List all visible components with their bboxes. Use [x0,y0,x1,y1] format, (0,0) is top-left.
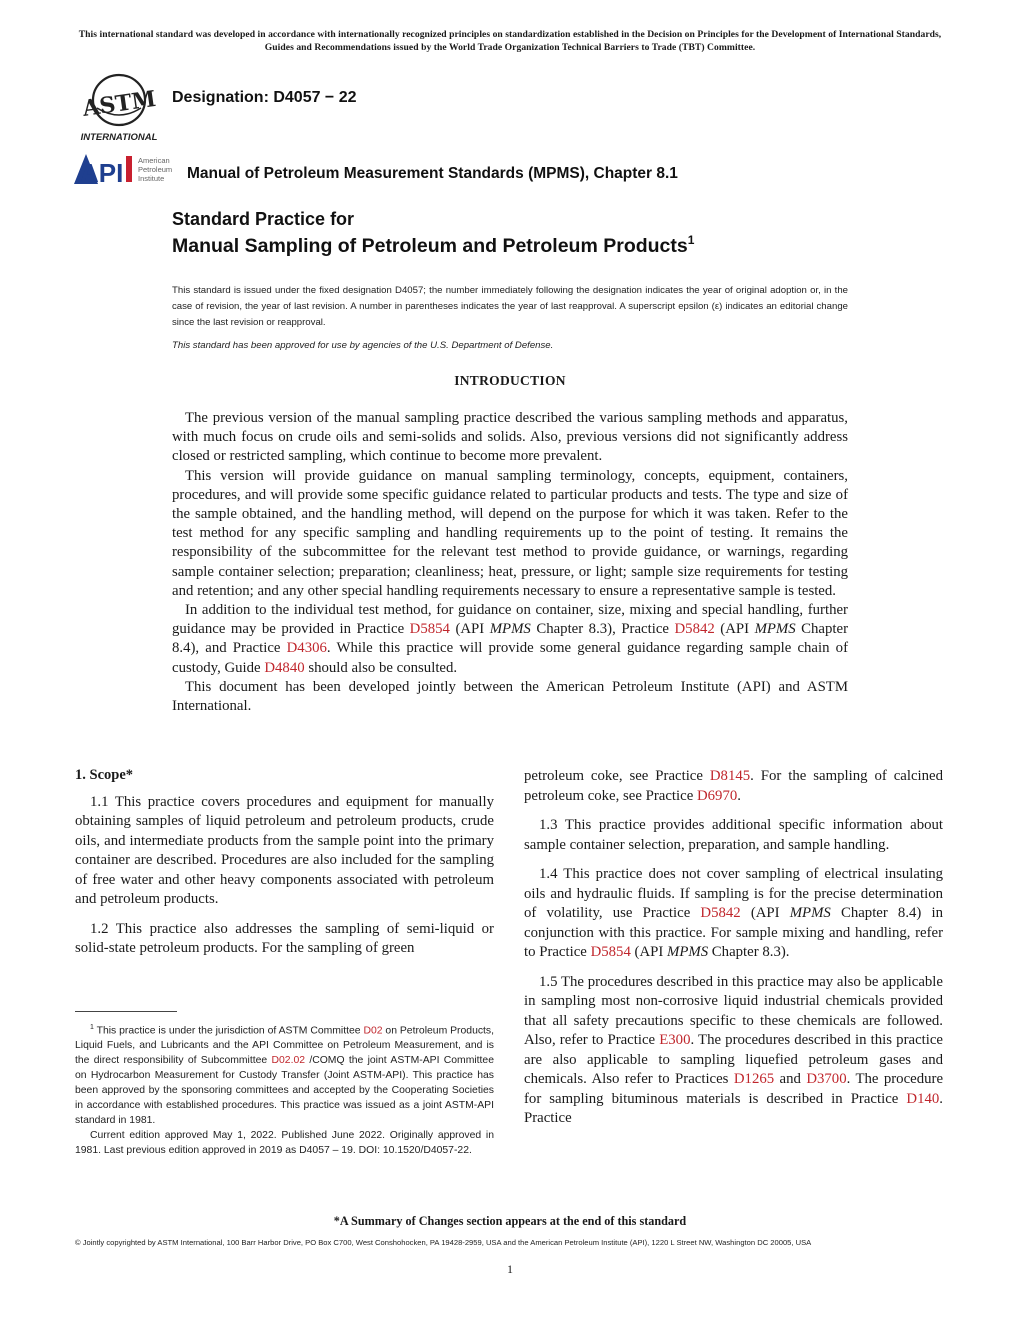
footnote-divider [75,1011,177,1012]
ref-link-d02[interactable]: D02 [363,1025,383,1037]
astm-logo-word: INTERNATIONAL [80,132,158,143]
section-1-3: 1.3 This practice provides additional specific information about sample container selection, preparation, and sample handling. [524,817,943,853]
mpms-chapter: Manual of Petroleum Measurement Standards (MPMS), Chapter 8.1 [187,165,678,182]
ref-link-d3700[interactable]: D3700 [806,1071,847,1087]
footnote-jurisdiction: $^1$ This practice is under the jurisdiction of ASTM Committee D02 on Petroleum Products, Liquid Fuels, and Lubricants and the API Committee on Petroleum Measurement, and is the direct responsibility of Subcommittee D02.02 /COMQ the joint ASTM-API Committee on Hydrocarbon Measurement for Custody Transfer (Joint ASTM-API). This practice has been approved by the sponsoring committees and accepted by the Cooperating Societies in accordance with established procedures. This practice was issued as a joint ASTM-API standard in 1981. [75,1024,495,1127]
summary-of-changes-note: *A Summary of Changes section appears at the end of this standard [333,1214,687,1228]
section-1-1: 1.1 This practice covers procedures and equipment for manually obtaining samples of liquid petroleum and petroleum products, crude oils, and intermediate products from the sample point into the primary container are described. Procedures are also included for the sampling of free water and other heavy components associated with petroleum and petroleum products. [75,793,494,907]
page-number: 1 [507,1262,513,1276]
scope-heading: 1. Scope* [75,767,133,783]
copyright-line: © Jointly copyrighted by ASTM International, 100 Barr Harbor Drive, PO Box C700, West Conshohocken, PA 19428-2959, USA and the American Petroleum Institute (API), 1220 L Street NW, Washington DC 20005, USA [75,1238,812,1247]
ref-link-d1265[interactable]: D1265 [733,1071,775,1087]
section-1-5: 1.5 The procedures described in this practice may also be applicable in sampling most non-corrosive liquid industrial chemicals provided that all safety precautions specific to these chemicals are followed. Also, refer to Practice E300. The procedures described in this practice are also applicable to sampling liquefied petroleum gases and chemicals. Also refer to Practices D1265 and D3700. The procedure for sampling bituminous materials is described in Practice D140. Practice [524,973,944,1126]
ref-link-d5854[interactable]: D5854 [409,621,450,638]
designation: Designation: D4057 − 22 [172,89,357,106]
ref-link-d6970[interactable]: D6970 [696,787,738,804]
dod-note: This standard has been approved for use by agencies of the U.S. Department of Defense. [172,340,554,351]
api-logo-text-1: American [138,156,170,165]
api-logo-text-2: Petroleum [138,165,173,174]
api-logo-letters: API [80,158,124,186]
section-1-2-continued: petroleum coke, see Practice D8145. For the sampling of calcined petroleum coke, see Practice D6970. [524,768,943,804]
introduction-heading: INTRODUCTION [454,373,566,388]
left-column [75,766,494,969]
api-logo [72,152,184,186]
intro-paragraph-2: This version will provide guidance on manual sampling terminology, concepts, equipment, containers, procedures, and will provide some specific guidance related to particular products and tests. The type and size of the sample obtained, and the handling method, will depend on the purpose for which it was taken. Refer to the test method for any specific sampling and handling requirements up to the point of testing. It remains the responsibility of the subcommittee for the relevant test method to provide guidance, or warnings, regarding sample container selection; preparation; cleanliness; heat, pressure, or light; sample size requirements for testing and retention; and any other special handling requirements necessary to ensure a representative sample is tested. [172,467,848,599]
ref-link-d02-02[interactable]: D02.02 [271,1055,306,1067]
ref-link-d5842-b[interactable]: D5842 [700,905,741,921]
right-column [524,767,943,1139]
title-footnote-mark: 1 [687,233,695,247]
introduction-body [172,409,848,716]
ref-link-d8145[interactable]: D8145 [709,768,751,784]
ref-link-d140[interactable]: D140 [906,1090,940,1107]
astm-logo-letters: ASTM [80,85,158,122]
intro-paragraph-1: The previous version of the manual sampling practice described the various sampling methods and apparatus, with much focus on crude oils and semi-solids and solids. Also, previous versions did not significantly address closed or restricted sampling, which continue to become more prevalent. [172,410,848,465]
title-line-1: Standard Practice for [172,209,355,229]
api-logo-text-3: Institute [138,174,165,183]
astm-logo [76,72,162,144]
ref-link-d5842[interactable]: D5842 [674,621,715,638]
intro-paragraph-3: In addition to the individual test method, for guidance on container, size, mixing and special handling, further guidance may be provided in Practice D5854 (API MPMS Chapter 8.3), Practice D5842 (API MPMS Chapter 8.4), and Practice D4306. While this practice will provide some general guidance regarding sample chain of custody, Guide D4840 should also be consulted. [172,602,849,676]
ref-link-d4840[interactable]: D4840 [264,659,305,676]
wto-notice: This international standard was developed in accordance with internationally recognized principles on standardization established in the Decision on Principles for the Development of International Standards, Guides and Recommendations issued by the World Trade Organization Technical Barriers to Trade (TBT) Committee. [78,29,942,53]
ref-link-d4306[interactable]: D4306 [286,640,327,657]
footnote-edition: Current edition approved May 1, 2022. Published June 2022. Originally approved in 1981. Last previous edition approved in 2019 as D4057 – 19. DOI: 10.1520/D4057-22. [75,1130,494,1157]
footnote-1 [75,1020,494,1158]
section-1-2: 1.2 This practice also addresses the sampling of semi-liquid or solid-state petroleum products. For the sampling of green [75,920,494,956]
issue-note: This standard is issued under the fixed designation D4057; the number immediately following the designation indicates the year of original adoption or, in the case of revision, the year of last revision. A number in parentheses indicates the year of last reapproval. A superscript epsilon (ε) indicates an editorial change since the last revision or reapproval. [172,285,848,328]
title-line-2 [172,233,694,258]
ref-link-d5854-b[interactable]: D5854 [590,944,631,960]
intro-paragraph-4: This document has been developed jointly between the American Petroleum Institute (API) and ASTM International. [172,678,848,715]
title-text: Manual Sampling of Petroleum and Petroleum Products [172,235,688,257]
ref-link-e300[interactable]: E300 [659,1032,691,1048]
section-1-4: 1.4 This practice does not cover sampling of electrical insulating oils and hydraulic fluids. If sampling is for the precise determination of volatility, use Practice D5842 (API MPMS Chapter 8.4) in conjunction with this practice. For sample mixing and handling, refer to Practice D5854 (API MPMS Chapter 8.3). [524,866,944,960]
